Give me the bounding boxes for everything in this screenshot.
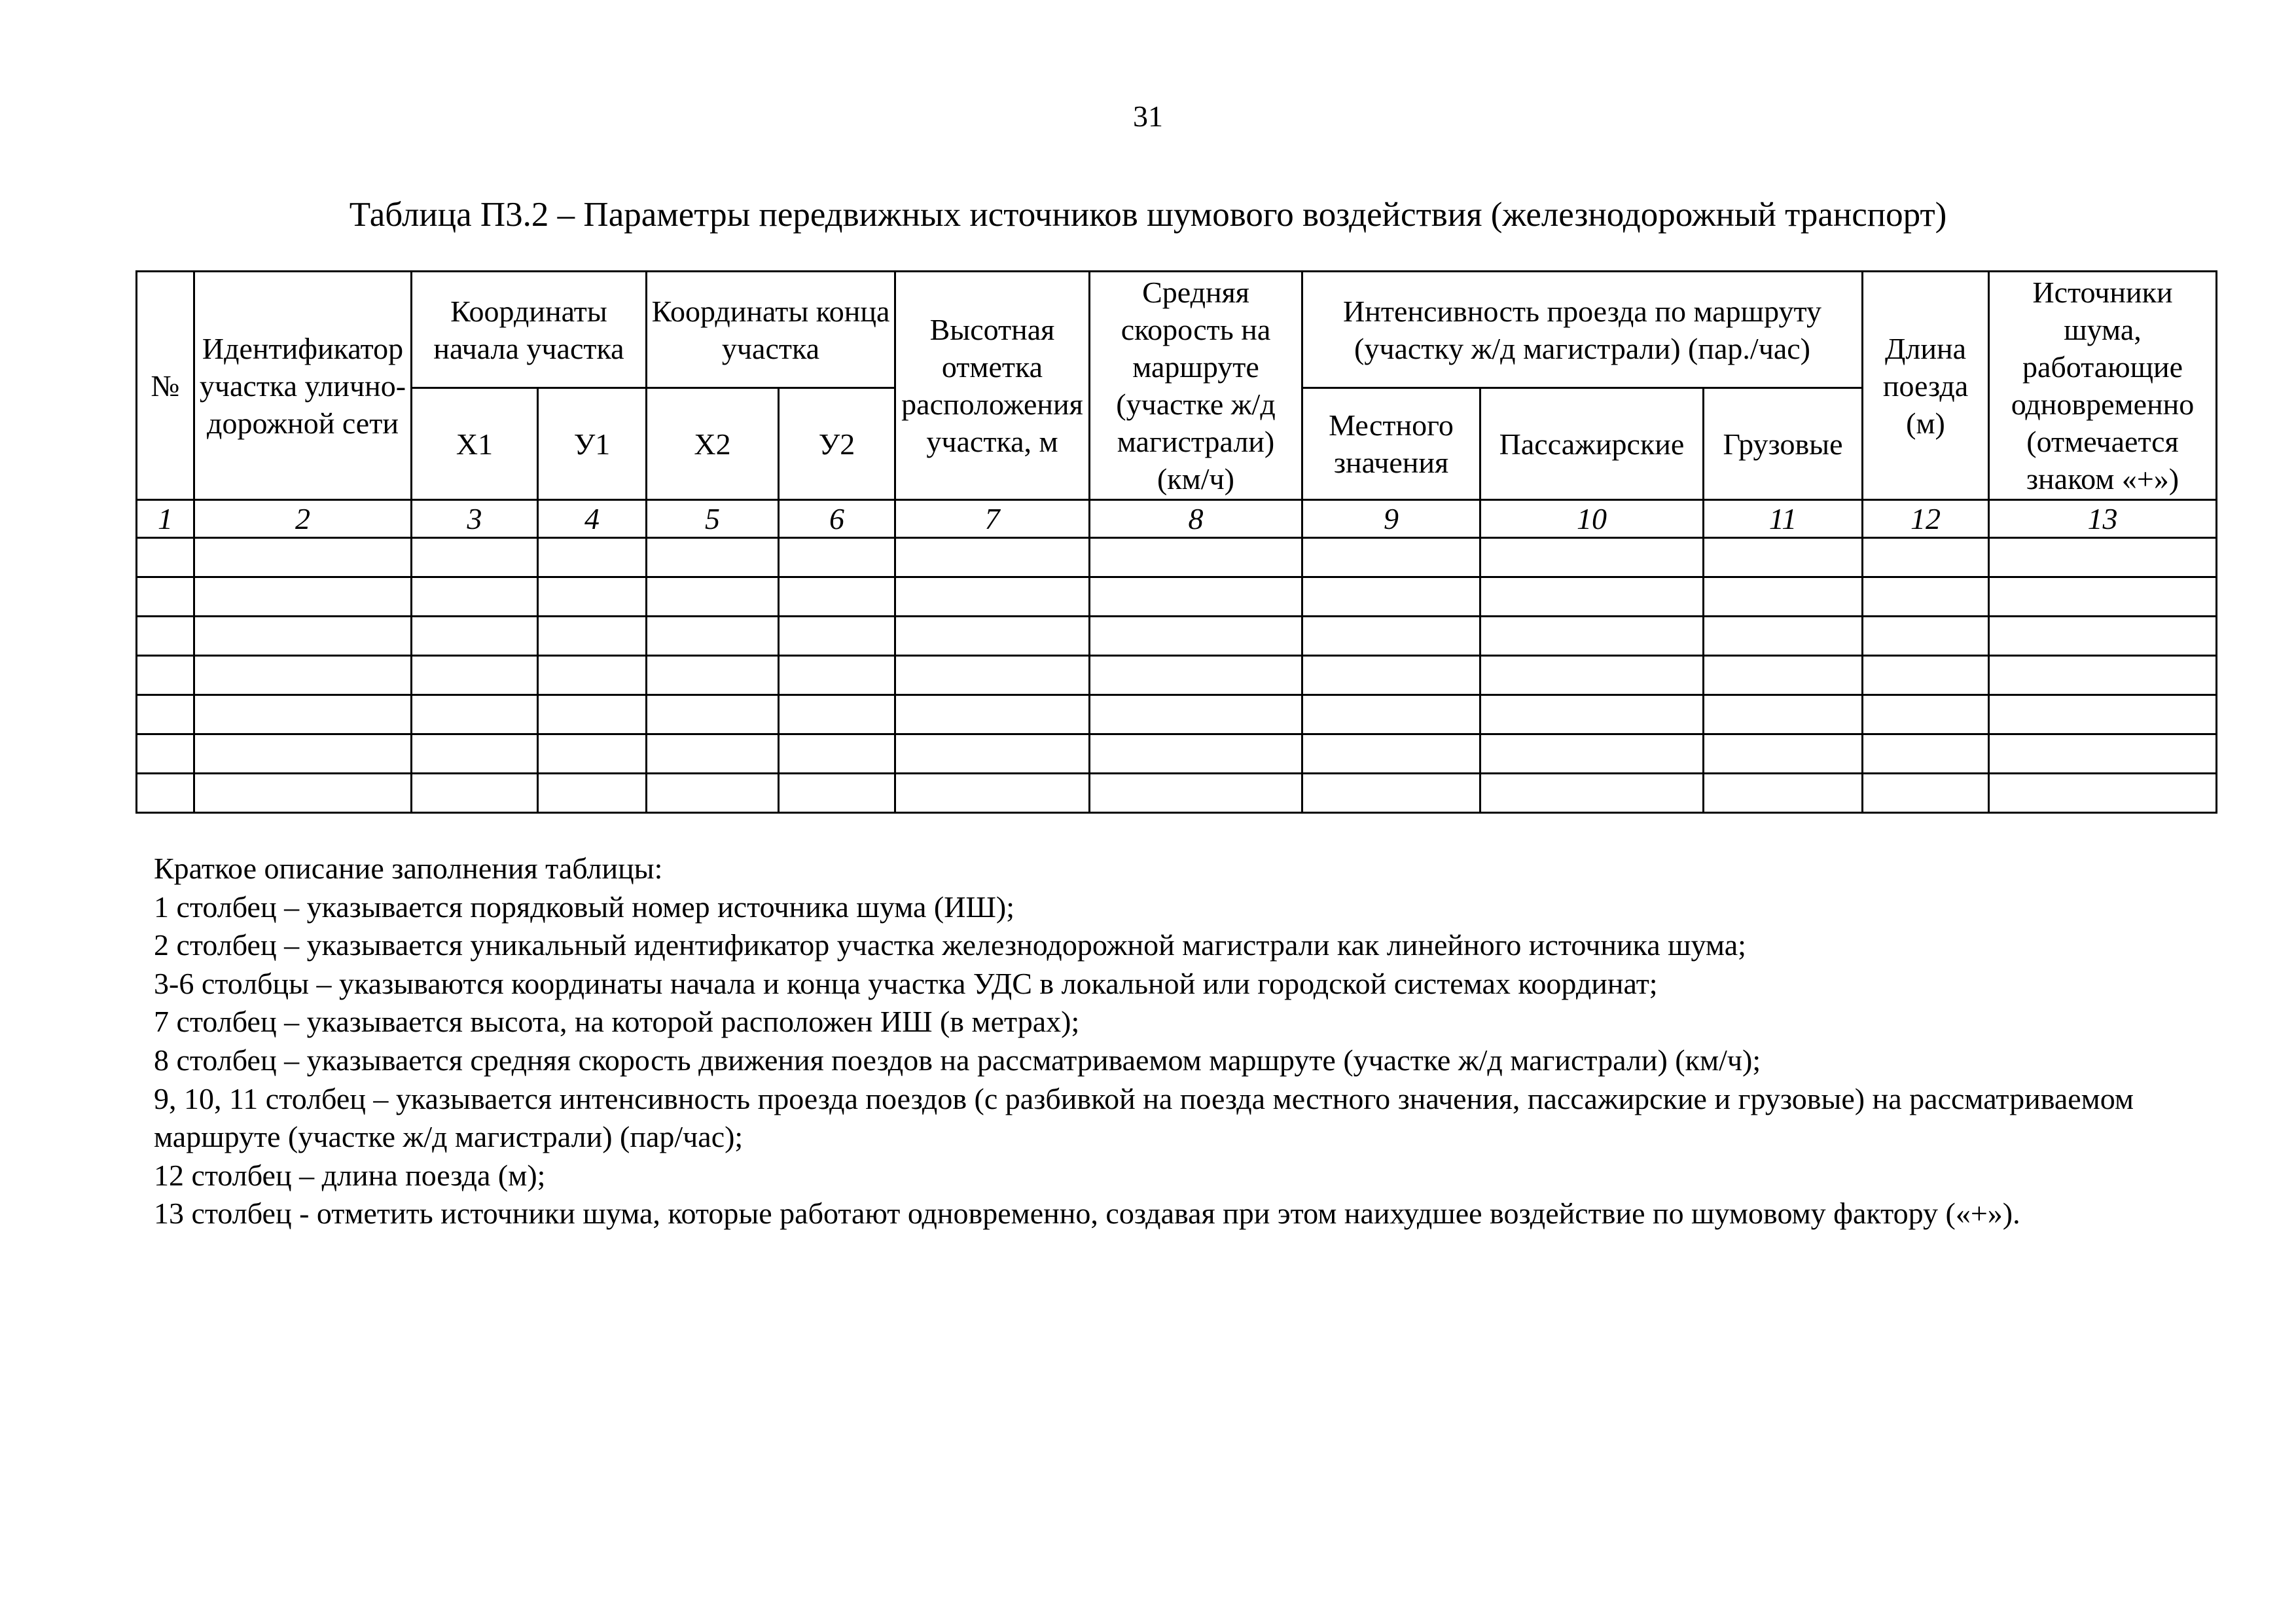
- header-passenger: Пассажирские: [1480, 388, 1704, 500]
- header-row-1: [137, 272, 2217, 388]
- table-cell[interactable]: [779, 617, 895, 656]
- header-x1: X1: [412, 388, 538, 500]
- notes-item: 8 столбец – указывается средняя скорость движения поездов на рассматриваемом маршруте (участке ж/д магистрали) (км/ч);: [154, 1043, 1761, 1077]
- table-cell[interactable]: [1704, 617, 1863, 656]
- table-cell[interactable]: [137, 617, 194, 656]
- table-row: [137, 577, 2217, 617]
- header-y2: У2: [779, 388, 895, 500]
- table-cell[interactable]: [779, 734, 895, 774]
- noise-sources-table: [135, 270, 2217, 814]
- table-body: [137, 538, 2217, 813]
- header-height-mark: Высотная отметка расположения участка, м: [895, 272, 1090, 500]
- header-simultaneous-sources: Источники шума, работающие одновременно (отмечается знаком «+»): [1989, 272, 2217, 500]
- table-cell[interactable]: [1302, 656, 1480, 695]
- table-cell[interactable]: [1989, 774, 2217, 813]
- table-cell[interactable]: [538, 774, 647, 813]
- table-cell[interactable]: [1863, 577, 1989, 617]
- table-cell[interactable]: [1302, 774, 1480, 813]
- table-cell[interactable]: [1704, 734, 1863, 774]
- page-number: 31: [1133, 99, 1163, 133]
- table-cell[interactable]: [1480, 656, 1704, 695]
- table-cell[interactable]: [1090, 734, 1302, 774]
- column-number: 11: [1704, 500, 1863, 538]
- notes-item: 13 столбец - отметить источники шума, которые работают одновременно, создавая при этом наихудшее воздействие по шумовому фактору («+»).: [154, 1197, 2020, 1231]
- table-cell[interactable]: [647, 695, 779, 734]
- table-cell[interactable]: [895, 695, 1090, 734]
- table-cell[interactable]: [538, 538, 647, 577]
- table-title: Таблица П3.2 – Параметры передвижных источников шумового воздействия (железнодорожный транспорт): [349, 196, 1947, 234]
- table-cell[interactable]: [194, 734, 412, 774]
- table-cell[interactable]: [779, 774, 895, 813]
- notes-list: [154, 888, 2157, 1233]
- table-cell[interactable]: [1302, 538, 1480, 577]
- table-cell[interactable]: [1302, 734, 1480, 774]
- table-cell[interactable]: [137, 538, 194, 577]
- header-identifier: Идентификатор участка улично-дорожной сети: [194, 272, 412, 500]
- column-number: 4: [538, 500, 647, 538]
- table-cell[interactable]: [895, 577, 1090, 617]
- table-row: [137, 695, 2217, 734]
- notes-item: 2 столбец – указывается уникальный идентификатор участка железнодорожной магистрали как линейного источника шума;: [154, 928, 1746, 962]
- table-cell[interactable]: [194, 695, 412, 734]
- table-cell[interactable]: [1480, 617, 1704, 656]
- column-number: 8: [1090, 500, 1302, 538]
- header-no: №: [137, 272, 194, 500]
- table-cell[interactable]: [1989, 577, 2217, 617]
- column-number: 2: [194, 500, 412, 538]
- table-cell[interactable]: [137, 577, 194, 617]
- table-cell[interactable]: [1989, 538, 2217, 577]
- column-number: 1: [137, 500, 194, 538]
- column-number: 9: [1302, 500, 1480, 538]
- table-cell[interactable]: [1863, 734, 1989, 774]
- table-cell[interactable]: [1704, 774, 1863, 813]
- table-cell[interactable]: [1989, 617, 2217, 656]
- table-cell[interactable]: [647, 774, 779, 813]
- table-cell[interactable]: [412, 734, 538, 774]
- table-cell[interactable]: [895, 734, 1090, 774]
- table-cell[interactable]: [412, 617, 538, 656]
- table-cell[interactable]: [895, 538, 1090, 577]
- table-cell[interactable]: [1863, 538, 1989, 577]
- table-cell[interactable]: [895, 656, 1090, 695]
- table-cell[interactable]: [412, 538, 538, 577]
- column-number: 12: [1863, 500, 1989, 538]
- table-cell[interactable]: [1090, 577, 1302, 617]
- table-cell[interactable]: [194, 656, 412, 695]
- header-y1: У1: [538, 388, 647, 500]
- notes-item: 7 столбец – указывается высота, на которой расположен ИШ (в метрах);: [154, 1005, 1080, 1039]
- table-cell[interactable]: [137, 656, 194, 695]
- table-cell[interactable]: [1704, 656, 1863, 695]
- table-cell[interactable]: [1480, 774, 1704, 813]
- notes-item: 9, 10, 11 столбец – указывается интенсивность проезда поездов (с разбивкой на поезда местного значения, пассажирские и грузовые) на рассматриваемом маршруте (участке ж/д магистрали) (пар/час);: [154, 1081, 2134, 1154]
- table-cell[interactable]: [538, 617, 647, 656]
- table-cell[interactable]: [1090, 656, 1302, 695]
- header-intensity: Интенсивность проезда по маршруту (участку ж/д магистрали) (пар./час): [1302, 272, 1863, 388]
- column-number: 6: [779, 500, 895, 538]
- header-train-length: Длина поезда (м): [1863, 272, 1989, 500]
- column-number: 3: [412, 500, 538, 538]
- notes-item: 12 столбец – длина поезда (м);: [154, 1158, 546, 1192]
- table-cell[interactable]: [647, 577, 779, 617]
- table-cell[interactable]: [1302, 695, 1480, 734]
- table-cell[interactable]: [137, 774, 194, 813]
- table-cell[interactable]: [412, 695, 538, 734]
- header-freight: Грузовые: [1704, 388, 1863, 500]
- table-cell[interactable]: [1704, 538, 1863, 577]
- notes-item: 1 столбец – указывается порядковый номер источника шума (ИШ);: [154, 890, 1014, 924]
- table-cell[interactable]: [194, 617, 412, 656]
- table-cell[interactable]: [1989, 734, 2217, 774]
- header-end-coords: Координаты конца участка: [647, 272, 895, 388]
- table-cell[interactable]: [538, 695, 647, 734]
- table-cell[interactable]: [1480, 538, 1704, 577]
- table-cell[interactable]: [779, 656, 895, 695]
- table-cell[interactable]: [194, 577, 412, 617]
- table-cell[interactable]: [1863, 695, 1989, 734]
- table-cell[interactable]: [647, 734, 779, 774]
- column-number: 10: [1480, 500, 1704, 538]
- table-cell[interactable]: [895, 617, 1090, 656]
- table-cell[interactable]: [137, 734, 194, 774]
- fill-instructions: [154, 850, 2157, 1233]
- header-x2: X2: [647, 388, 779, 500]
- table-row: [137, 734, 2217, 774]
- table-cell[interactable]: [1704, 577, 1863, 617]
- table-row: [137, 774, 2217, 813]
- table-cell[interactable]: [1704, 695, 1863, 734]
- column-number: 7: [895, 500, 1090, 538]
- table-cell[interactable]: [1302, 577, 1480, 617]
- column-numbers-row: [137, 500, 2217, 538]
- table-cell[interactable]: [1090, 695, 1302, 734]
- table-cell[interactable]: [647, 538, 779, 577]
- table-row: [137, 656, 2217, 695]
- table-cell[interactable]: [1090, 538, 1302, 577]
- table-cell[interactable]: [1989, 695, 2217, 734]
- table-cell[interactable]: [412, 774, 538, 813]
- table-cell[interactable]: [194, 538, 412, 577]
- table-cell[interactable]: [647, 656, 779, 695]
- table-cell[interactable]: [779, 695, 895, 734]
- table-cell[interactable]: [779, 538, 895, 577]
- table-cell[interactable]: [538, 577, 647, 617]
- table-cell[interactable]: [1989, 656, 2217, 695]
- header-start-coords: Координаты начала участка: [412, 272, 647, 388]
- table-cell[interactable]: [1863, 617, 1989, 656]
- table-row: [137, 617, 2217, 656]
- table-cell[interactable]: [779, 577, 895, 617]
- table-cell[interactable]: [137, 695, 194, 734]
- table-cell[interactable]: [895, 774, 1090, 813]
- table-cell[interactable]: [412, 656, 538, 695]
- column-number: 5: [647, 500, 779, 538]
- notes-title: Краткое описание заполнения таблицы:: [154, 852, 663, 885]
- table-cell[interactable]: [1090, 774, 1302, 813]
- table-cell[interactable]: [1480, 577, 1704, 617]
- column-number: 13: [1989, 500, 2217, 538]
- table-cell[interactable]: [538, 656, 647, 695]
- notes-item: 3-6 столбцы – указываются координаты начала и конца участка УДС в локальной или городской системах координат;: [154, 966, 1658, 1000]
- table-cell[interactable]: [412, 577, 538, 617]
- table-row: [137, 538, 2217, 577]
- table-cell[interactable]: [1480, 734, 1704, 774]
- table-cell[interactable]: [538, 734, 647, 774]
- table-cell[interactable]: [1480, 695, 1704, 734]
- header-local: Местного значения: [1302, 388, 1480, 500]
- table-cell[interactable]: [647, 617, 779, 656]
- table-cell[interactable]: [1863, 656, 1989, 695]
- header-avg-speed: Средняя скорость на маршруте (участке ж/д магистрали) (км/ч): [1090, 272, 1302, 500]
- table-cell[interactable]: [1090, 617, 1302, 656]
- table-cell[interactable]: [1863, 774, 1989, 813]
- table-cell[interactable]: [194, 774, 412, 813]
- table-cell[interactable]: [1302, 617, 1480, 656]
